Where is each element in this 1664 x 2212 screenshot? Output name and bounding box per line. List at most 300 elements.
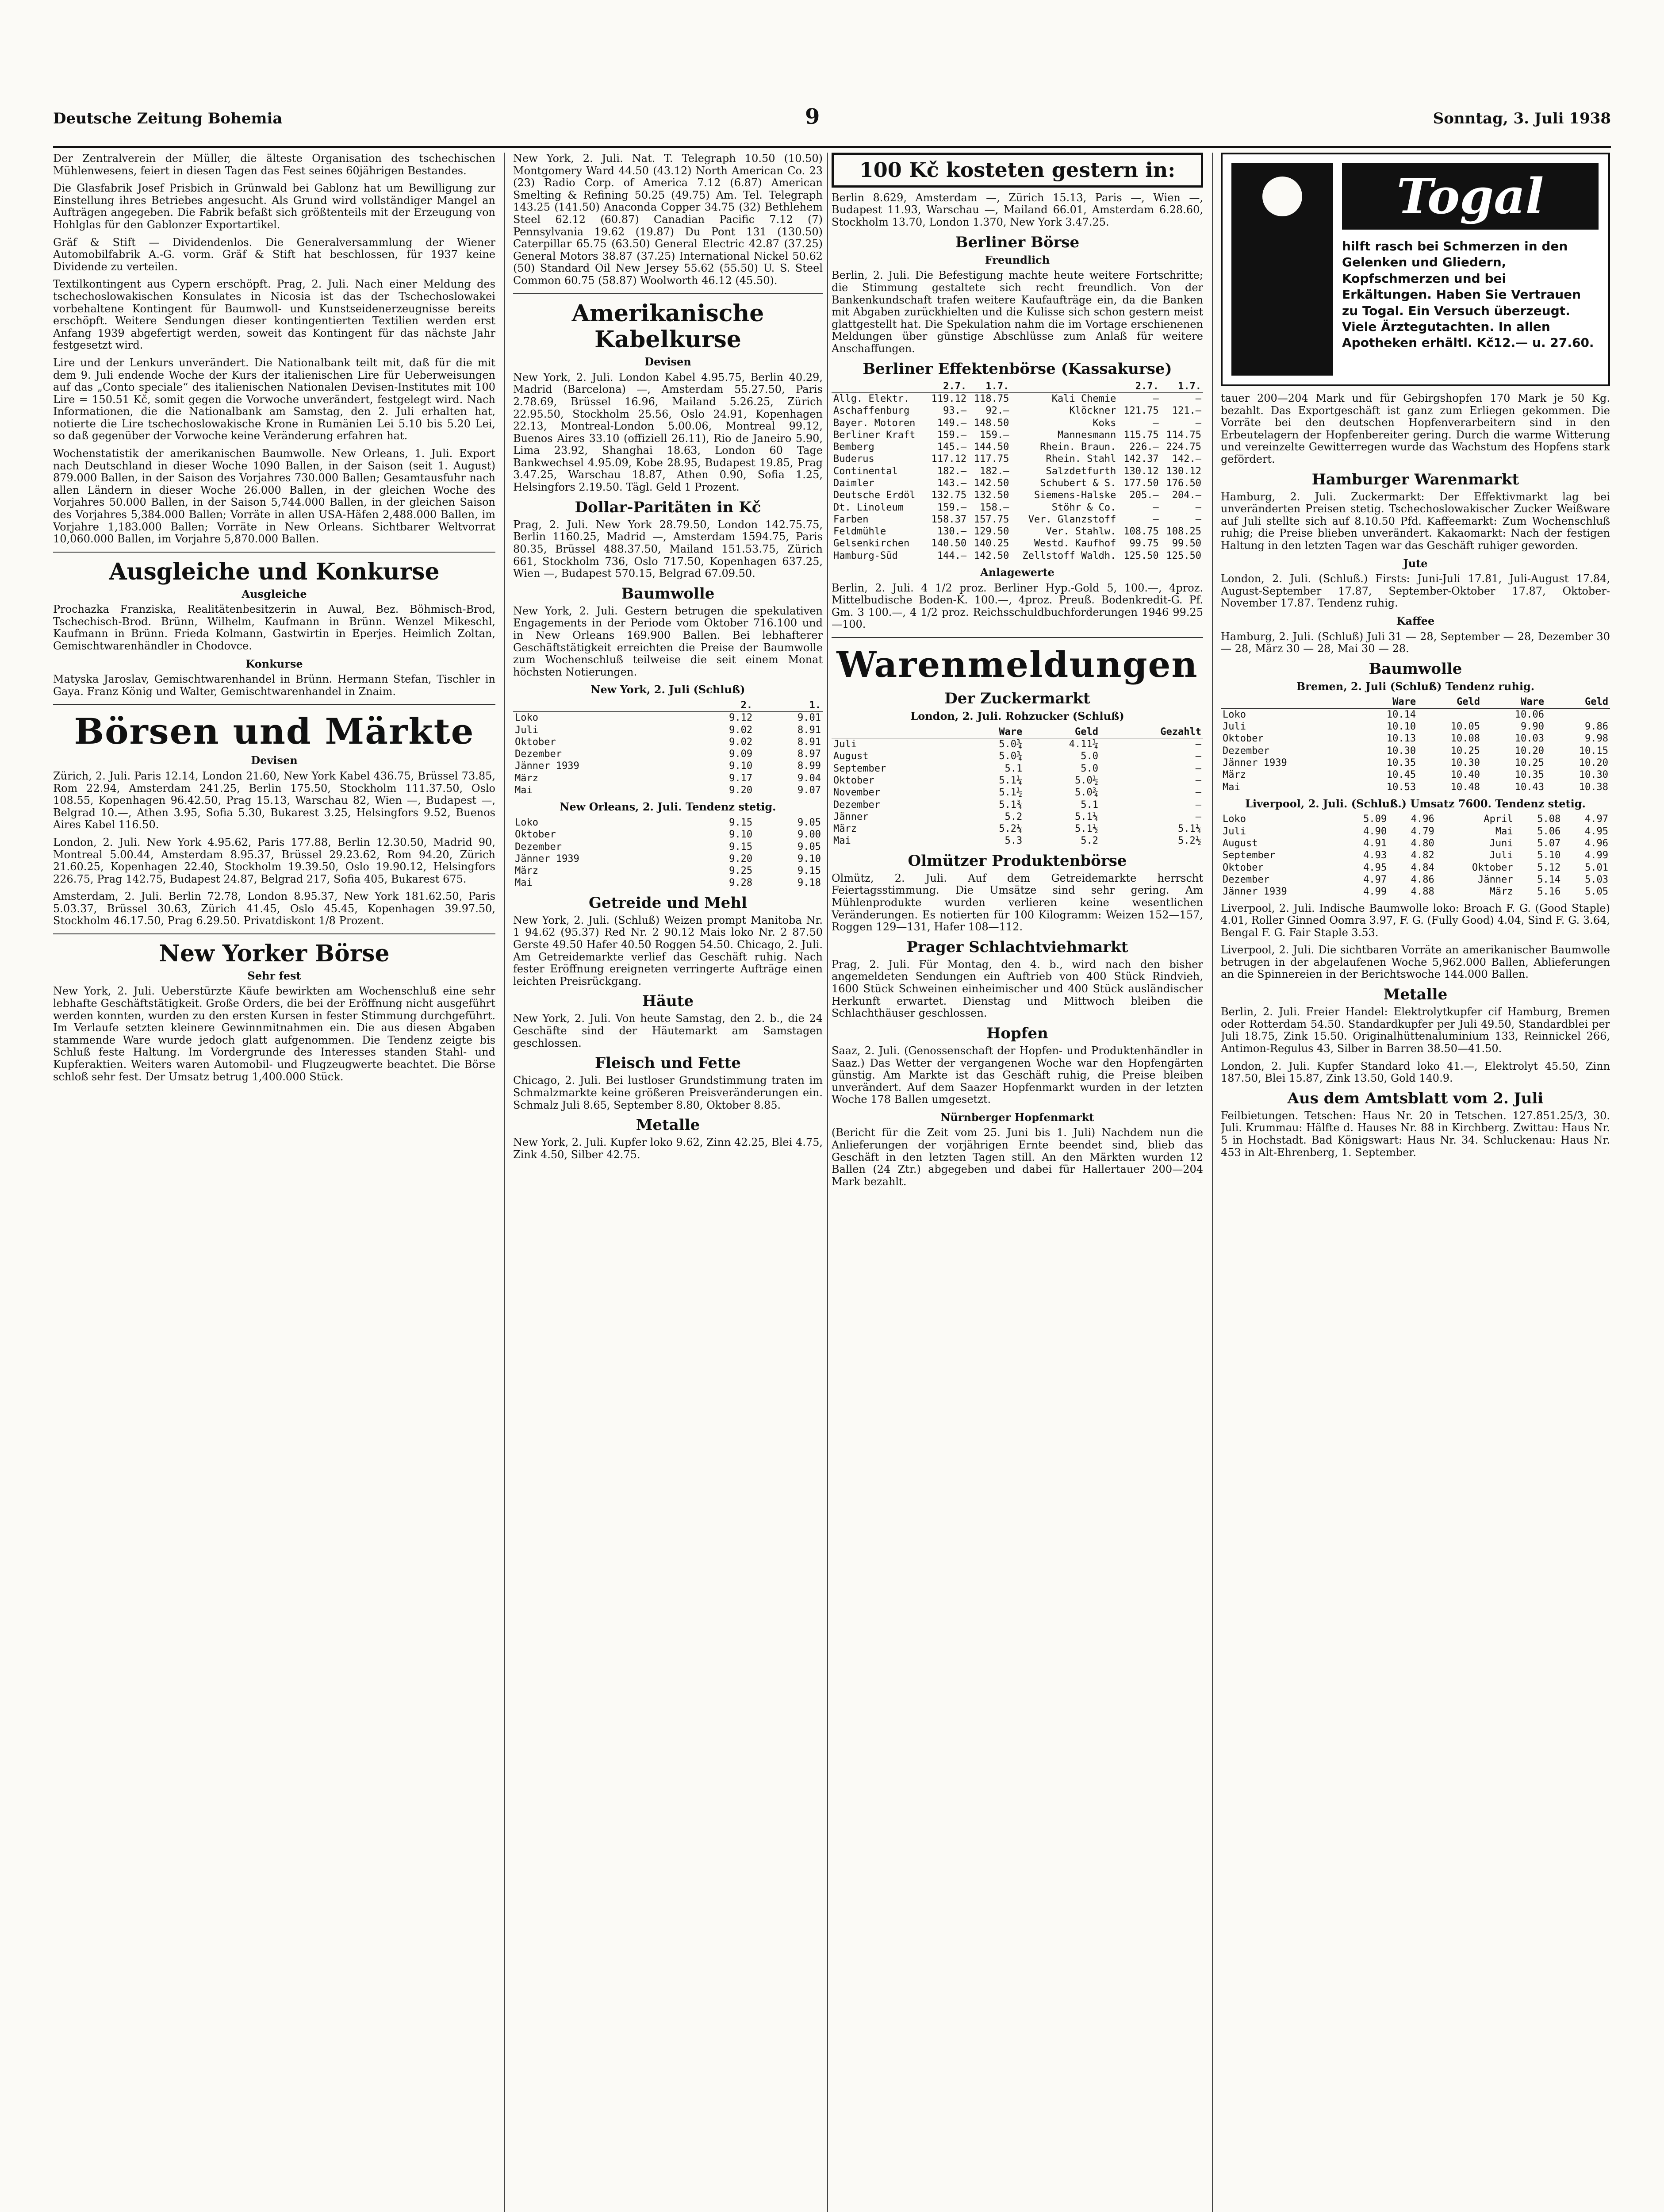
article-paragraph: New York, 2. Juli. Von heute Samstag, den 2. b., die 24 Geschäfte sind der Häutemarkt am Samstagen geschlossen. [513, 1012, 823, 1049]
table-cell: Siemens-Halske [1034, 490, 1116, 501]
table-cell: Schubert & S. [1040, 477, 1116, 489]
section-heading: Metalle [636, 1116, 700, 1134]
section-subheading: Jute [1403, 557, 1428, 570]
article-paragraph: Die Glasfabrik Josef Prisbich in Grünwald bei Gablonz hat um Bewilligung zur Einstellung ihres Betriebes angesucht. Als Grund wird vollständiger Mangel an Aufträgen angegeben. Die Fabrik befaßt sich größtenteils mit der Erzeugung von Hohlglas für den Gablonzer Exportartikel. [53, 182, 495, 231]
table-row [832, 835, 1203, 847]
sugar-table [832, 726, 1203, 847]
table-cell: 9.00 [797, 829, 821, 841]
table-row [832, 405, 1203, 417]
table-cell: 9.05 [797, 841, 821, 853]
table-cell: März [833, 823, 857, 835]
article-paragraph: London, 2. Juli. (Schluß.) Firsts: Juni-Juli 17.81, Juli-August 17.84, August-September 17.87, September-Oktober 17.87, Oktober-November 17.87. Tendenz ruhig. [1221, 572, 1610, 610]
table-row [832, 392, 1203, 405]
table-cell: Oktober [833, 775, 874, 786]
table-cell: 5.0¾ [999, 751, 1023, 762]
table-cell: 4.11¼ [1069, 739, 1098, 750]
table-cell: März [515, 865, 538, 877]
issue-date: Sonntag, 3. Juli 1938 [1433, 110, 1611, 127]
table-cell: 117.75 [974, 453, 1009, 465]
table-cell: 9.90 [1521, 721, 1544, 733]
table-row [513, 724, 823, 736]
table-cell: März [1223, 769, 1246, 781]
table-row [832, 441, 1203, 453]
section-subheading: Anlagewerte [980, 566, 1054, 579]
table-cell: 5.10 [1537, 850, 1561, 861]
table-row [513, 829, 823, 841]
table-cell: Jänner 1939 [1223, 757, 1287, 768]
table-cell: 108.25 [1166, 526, 1201, 538]
table-cell: September [833, 763, 886, 774]
article-paragraph: Saaz, 2. Juli. (Genossenschaft der Hopfen- und Produktenhändler in Saaz.) Das Wetter der vergangenen Woche war den Hopfengärten günstig. Am Markte ist das Geschäft ruhig, die Preise bleiben unverändert. Auf dem Saazer Hopfenmarkt wurden in der letzten Woche 178 Ballen umgesetzt. [832, 1044, 1203, 1106]
column-divider [827, 153, 828, 2212]
table-cell: 9.20 [729, 785, 753, 796]
table-row [832, 738, 1203, 751]
table-row [832, 477, 1203, 489]
table-header-cell: Ware [1482, 696, 1546, 708]
section-heading: Getreide und Mehl [588, 894, 748, 912]
table-cell: — [1153, 502, 1159, 513]
table-row [1221, 813, 1610, 825]
table-row [832, 417, 1203, 429]
section-subheading: Devisen [251, 754, 298, 767]
table-cell: Farben [833, 514, 869, 525]
table-row [1221, 733, 1610, 745]
table-row [1221, 708, 1610, 721]
table-cell: Juli [833, 739, 857, 750]
section-heading-large: Warenmeldungen [836, 644, 1198, 686]
table-cell: Salzdetfurth [1046, 465, 1116, 477]
table-cell: 10.15 [1579, 745, 1608, 757]
table-cell: März [1489, 886, 1513, 898]
article-paragraph: New York, 2. Juli. Kupfer loko 9.62, Zinn 42.25, Blei 4.75, Zink 4.50, Silber 42.75. [513, 1136, 823, 1161]
table-title: New York, 2. Juli (Schluß) [590, 683, 745, 696]
table-cell: Oktober [515, 736, 556, 748]
table-cell: 10.53 [1386, 781, 1416, 793]
table-row [832, 465, 1203, 477]
section-separator [53, 552, 495, 553]
table-row [832, 799, 1203, 811]
table-title: London, 2. Juli. Rohzucker (Schluß) [910, 710, 1124, 723]
table-cell: 4.82 [1411, 850, 1434, 861]
table-row [832, 750, 1203, 762]
table-cell: Berliner Kraft [833, 429, 916, 441]
table-cell: 159.— [937, 502, 967, 513]
table-row [1221, 721, 1610, 733]
table-cell: 4.95 [1363, 862, 1387, 873]
table-cell: 144.50 [974, 442, 1009, 453]
table-cell: Feldmühle [833, 526, 886, 538]
table-row [832, 811, 1203, 823]
table-cell: Oktober [515, 829, 556, 841]
section-heading: Dollar-Paritäten in Kč [575, 498, 761, 516]
table-cell: 4.86 [1411, 874, 1434, 885]
table-cell: Dezember [1223, 745, 1269, 757]
table-cell: 4.96 [1585, 838, 1608, 849]
table-cell: 99.50 [1172, 538, 1201, 549]
table-header-row [832, 726, 1203, 738]
article-paragraph: New York, 2. Juli. London Kabel 4.95.75, Berlin 40.29, Madrid (Barcelona) —, Amsterdam 55.27.50, Paris 2.78.69, Brüssel 16.96, Mailand 5.26.25, Zürich 22.95.50, Stockholm 25.56, Oslo 24.91, Kopenhagen 22.13, Montreal-London 5.00.06, Montreal 99.12, Buenos Aires 33.10 (offiziell 26.11), Rio de Janeiro 5.90, Lima 23.92, Shanghai 18.63, London 60 Tage Bankwechsel 4.95.09, Kobe 28.95, Budapest 19.85, Prag 3.47.25, Warschau 18.87, Athen 0.90, Sofia 1.25, Helsingfors 2.19.50. Tägl. Geld 1 Prozent. [513, 371, 823, 494]
table-cell: 4.96 [1411, 814, 1434, 825]
stock-table [832, 380, 1203, 562]
article-paragraph: Hamburg, 2. Juli. Zuckermarkt: Der Effektivmarkt lag bei unveränderten Preisen stetig. Tschechoslowakischer Zucker Weißware auf Juli stellte sich auf 8.10.50 Pfd. Kaffeemarkt: Zum Wochenschluß ruhig; die Preise blieben unverändert. Kakaomarkt: Nach der festigen Haltung in den letzten Tagen war das Geschäft ruhiger geworden. [1221, 490, 1610, 552]
table-cell: 10.38 [1579, 781, 1608, 793]
table-cell: 5.2 [1005, 811, 1023, 822]
section-separator [53, 933, 495, 934]
table-row [832, 538, 1203, 549]
table-cell: 224.75 [1166, 442, 1201, 453]
section-heading: Der Zuckermarkt [944, 690, 1090, 708]
section-subheading: Freundlich [985, 253, 1050, 266]
table-cell: 4.88 [1411, 886, 1434, 898]
table-cell: — [1195, 763, 1201, 774]
table-cell: 9.07 [797, 785, 821, 796]
table-row [1221, 837, 1610, 849]
table-cell: 9.17 [729, 772, 753, 784]
togal-advertisement [1221, 153, 1610, 386]
table-cell: Ver. Glanzstoff [1028, 514, 1116, 525]
section-subheading: Sehr fest [247, 969, 301, 982]
article-paragraph: tauer 200—204 Mark und für Gebirgshopfen 170 Mark je 50 Kg. bezahlt. Das Exportgeschäft ist ganz zum Erliegen gekommen. Die Vorräte bei den deutschen Hopfenverarbeitern sind in den Erbeutelagern der Hopfenbereiter gering. Durch die warme Witterung und vereinzelte Gewitterregen wurde das Wachstum des Hopfens stark gefördert. [1221, 392, 1610, 465]
section-heading: Amerikanische Kabelkurse [571, 300, 764, 353]
table-cell: 121.— [1172, 405, 1201, 417]
cotton-table [513, 817, 823, 889]
table-cell: 4.90 [1363, 826, 1387, 837]
table-cell: 5.1½ [999, 787, 1023, 799]
table-cell: Mai [515, 877, 533, 889]
table-cell: Hamburg-Süd [833, 550, 898, 561]
article-paragraph: Berlin, 2. Juli. Die Befestigung machte heute weitere Fortschritte; die Stimmung gestaltete sich recht freundlich. Von der Bankenkundschaft trafen weitere Kaufaufträge ein, da die Banken mit Abgaben zurückhielten und die Kulisse sich schon gestern meist glattgestellt hat. Die Spekulation nahm die im Vortage erschienenen Meldungen über günstige Abschlüsse zum Anlaß für weitere Anschaffungen. [832, 269, 1203, 355]
table-cell: 5.05 [1585, 886, 1608, 898]
table-cell: 9.10 [797, 853, 821, 864]
table-row [513, 712, 823, 724]
table-header-row [832, 380, 1203, 393]
figure-illustration-icon [1231, 163, 1333, 376]
table-cell: 9.10 [729, 760, 753, 772]
table-cell: Dezember [1223, 874, 1269, 885]
table-cell [1418, 708, 1482, 721]
article-paragraph: Chicago, 2. Juli. Bei lustloser Grundstimmung traten im Schmalzmarkte keine größeren Preisveränderungen ein. Schmalz Juli 8.65, September 8.80, Oktober 8.85. [513, 1074, 823, 1111]
table-cell: 9.09 [729, 749, 753, 760]
article-paragraph: Olmütz, 2. Juli. Auf dem Getreidemarkte herrscht Feiertagsstimmung. Die Umsätze sind sehr gering. Am Mühlenprodukte wurden verlieren keine wesentlichen Veränderungen. Es notierten für 100 Kilogramm: Weizen 152—157, Roggen 129—131, Hafer 108—112. [832, 872, 1203, 933]
table-cell: 130.12 [1166, 465, 1201, 477]
table-row [832, 502, 1203, 514]
table-cell: 9.02 [729, 724, 753, 736]
table-cell: 9.15 [729, 817, 753, 828]
table-cell: 10.13 [1386, 733, 1416, 745]
table-row [832, 775, 1203, 787]
table-cell: 5.12 [1537, 862, 1561, 873]
column-1 [53, 153, 495, 2212]
table-cell: 145.— [937, 442, 967, 453]
table-cell: 10.25 [1514, 757, 1544, 768]
table-cell: 10.43 [1514, 781, 1544, 793]
table-cell: — [1195, 514, 1201, 525]
table-cell: April [1484, 814, 1513, 825]
article-paragraph: Liverpool, 2. Juli. Indische Baumwolle loko: Broach F. G. (Good Staple) 4.01, Roller Ginned Oomra 3.97, F. G. (Fully Good) 4.04, Sind F. G. 3.64, Bengal F. G. Fair Staple 3.53. [1221, 902, 1610, 939]
table-cell: 130.12 [1123, 465, 1159, 477]
table-cell: Dezember [515, 749, 562, 760]
section-heading: Olmützer Produktenbörse [908, 852, 1127, 870]
table-row [1221, 826, 1610, 837]
table-cell: 5.03 [1585, 874, 1608, 885]
article-paragraph: Matyska Jaroslav, Gemischtwarenhandel in Brünn. Hermann Stefan, Tischler in Gaya. Franz König und Walter, Gemischtwarenhandel in Znaim. [53, 673, 495, 698]
table-header-row [513, 699, 823, 712]
table-cell: 182.— [980, 465, 1009, 477]
section-heading: Prager Schlachtviehmarkt [906, 938, 1128, 956]
table-cell: 148.50 [974, 417, 1009, 429]
table-cell: Jänner 1939 [1223, 886, 1287, 898]
table-cell: Deutsche Erdöl [833, 490, 916, 501]
table-title: New Orleans, 2. Juli. Tendenz stetig. [560, 800, 776, 814]
table-cell: Loko [515, 817, 538, 828]
article-paragraph: Wochenstatistik der amerikanischen Baumwolle. New Orleans, 1. Juli. Export nach Deutschland in dieser Woche 1090 Ballen, in der Saison (seit 1. August) 879.000 Ballen, in der Saison des Vorjahres 730.000 Ballen; Gesamtausfuhr nach allen Ländern in dieser Woche 26.000 Ballen, in der gleichen Woche des Vorjahres 50.000 Ballen, in der Saison 5,744.000 Ballen, in der gleichen Saison des Vorjahres 5,384.000 Ballen; Vorräte in allen USA-Häfen 2,488.000 Ballen, im Vorjahre 1,183.000 Ballen; Vorräte in New Orleans. Sichtbarer Weltvorrat 10,060.000 Ballen, im Vorjahre 5,870.000 Ballen. [53, 447, 495, 545]
table-cell: 9.86 [1585, 721, 1608, 733]
table-cell: 8.99 [797, 760, 821, 772]
section-subheading: Konkurse [245, 657, 303, 670]
exchange-box-title: 100 Kč kosteten gestern in: [832, 153, 1203, 188]
table-cell: 117.12 [931, 453, 967, 465]
column-3 [832, 153, 1203, 2212]
table-cell: 4.93 [1363, 850, 1387, 861]
cotton-table [513, 699, 823, 796]
table-cell: Kali Chemie [1051, 393, 1116, 404]
article-paragraph: Hamburg, 2. Juli. (Schluß) Juli 31 — 28, September — 28, Dezember 30 — 28, März 30 — 28, Mai 30 — 28. [1221, 630, 1610, 655]
table-cell: 9.15 [797, 865, 821, 877]
article-paragraph: New York, 2. Juli. Ueberstürzte Käufe bewirkten am Wochenschluß eine sehr lebhafte Geschäftstätigkeit. Große Orders, die bei der Eröffnung nicht ausgeführt werden konnten, wurden zu den ersten Kursen in fester Stimmung durchgeführt. Im Verlaufe setzten kleinere Gewinnmitnahmen ein. Die aus diesen Abgaben stammende Ware wurde jedoch glatt aufgenommen. Die Tendenz zeigte bis Schluß feste Haltung. Im Vordergrunde des Interesses standen Stahl- und Kupferaktien. Weiters waren Automobil- und Flugzeugwerte beachtet. Die Börse schloß sehr fest. Der Umsatz betrug 1,400.000 Stück. [53, 985, 495, 1083]
table-cell: März [515, 772, 538, 784]
table-header-cell: 2.7. [926, 380, 968, 393]
article-paragraph: Prag, 2. Juli. New York 28.79.50, London 142.75.75, Berlin 1160.25, Madrid —, Amsterdam 1594.75, Paris 80.35, Brüssel 488.37.50, Mailand 151.53.75, Zürich 661, Stockholm 736, Oslo 717.50, Kopenhagen 637.25, Wien —, Budapest 570.15, Belgrad 67.09.50. [513, 518, 823, 580]
section-heading: Aus dem Amtsblatt vom 2. Juli [1287, 1089, 1544, 1107]
table-cell: Gelsenkirchen [833, 538, 910, 549]
table-cell: 5.08 [1537, 814, 1561, 825]
table-cell: 5.09 [1363, 814, 1387, 825]
table-row [832, 823, 1203, 835]
table-cell: 10.14 [1386, 709, 1416, 720]
page-number: 9 [805, 104, 820, 129]
table-cell: 4.95 [1585, 826, 1608, 837]
togal-logo: Togal [1342, 163, 1599, 230]
table-cell: 10.48 [1450, 781, 1480, 793]
table-row [513, 760, 823, 772]
table-cell: 10.30 [1386, 745, 1416, 757]
table-cell: 5.1¼ [999, 775, 1023, 786]
table-cell: 125.50 [1123, 550, 1159, 561]
article-paragraph: Berlin, 2. Juli. 4 1/2 proz. Berliner Hyp.-Gold 5, 100.—, 4proz. Mittelbudische Boden-K. 100.—, 4proz. Preuß. Bodenkredit-G. Pf. Gm. 3 100.—, 4 1/2 proz. Reichsschuldbuchforderungen 1946 99.25—100. [832, 581, 1203, 631]
table-header-cell: Ware [1353, 696, 1418, 708]
section-heading: Häute [642, 992, 694, 1010]
table-cell: 8.91 [797, 736, 821, 748]
table-cell: 226.— [1129, 442, 1159, 453]
section-heading: Berliner Börse [955, 233, 1080, 251]
section-heading: Berliner Effektenbörse (Kassakurse) [863, 360, 1172, 378]
page-header [53, 104, 1611, 135]
table-cell: 10.35 [1514, 769, 1544, 781]
table-cell: — [1195, 811, 1201, 822]
article-paragraph: Der Zentralverein der Müller, die älteste Organisation des tschechischen Mühlenwesens, feiert in diesen Tagen das Fest seines 60jährigen Bestandes. [53, 153, 495, 177]
table-cell: Bemberg [833, 442, 874, 453]
table-cell: — [1153, 417, 1159, 429]
table-cell: 121.75 [1123, 405, 1159, 417]
table-cell: 10.05 [1450, 721, 1480, 733]
table-row [1221, 886, 1610, 898]
table-row [513, 865, 823, 877]
table-cell: 5.1½ [1075, 823, 1098, 835]
table-cell: Westd. Kaufhof [1034, 538, 1116, 549]
section-subheading: Devisen [644, 355, 691, 369]
table-cell: — [1195, 417, 1201, 429]
table-cell: 93.— [943, 405, 967, 417]
table-cell: 204.— [1172, 490, 1201, 501]
table-cell: 108.75 [1123, 526, 1159, 538]
table-cell: 99.75 [1129, 538, 1159, 549]
table-cell: 9.02 [729, 736, 753, 748]
table-cell: Jänner [833, 811, 869, 822]
table-cell: 140.25 [974, 538, 1009, 549]
article-paragraph: (Bericht für die Zeit vom 25. Juni bis 1. Juli) Nachdem nun die Anlieferungen der vorjährigen Ernte beendet sind, blieb das Geschäft in den letzten Tagen still. An den Märkten wurden 12 Ballen (24 Ztr.) abgegeben und dabei für Hallertauer 200—204 Mark bezahlt. [832, 1126, 1203, 1188]
table-cell: 5.16 [1537, 886, 1561, 898]
cotton-table [1221, 813, 1610, 898]
table-row [832, 550, 1203, 562]
table-row [832, 787, 1203, 799]
table-cell: 142.50 [974, 550, 1009, 561]
table-cell: 9.04 [797, 772, 821, 784]
article-paragraph: Prag, 2. Juli. Für Montag, den 4. b., wird nach den bisher angemeldeten Sendungen ein Auftrieb von 400 Stück Rindvieh, 1600 Stück Schweinen einheimischer und 400 Stück ausländischer Herkunft erwartet. Dienstag und Mittwoch bleiben die Schlachthäuser geschlossen. [832, 958, 1203, 1020]
table-cell: 143.— [937, 477, 967, 489]
table-row [832, 526, 1203, 538]
table-cell: Klöckner [1069, 405, 1116, 417]
section-heading: Baumwolle [621, 584, 715, 603]
table-cell: September [1223, 850, 1276, 861]
advertisement-text: hilft rasch bei Schmerzen in den Gelenken und Gliedern, Kopfschmerzen und bei Erkältungen. Haben Sie Vertrauen zu Togal. Ein Versuch überzeugt. Viele Ärztegutachten. In allen Apotheken erhältl. Kč12.— u. 27.60. [1342, 239, 1594, 350]
table-cell: 132.50 [974, 490, 1009, 501]
table-cell: Mai [1495, 826, 1513, 837]
table-cell: 9.10 [729, 829, 753, 841]
table-cell: Buderus [833, 453, 874, 465]
table-cell: 4.99 [1363, 886, 1387, 898]
section-heading: Hamburger Warenmarkt [1311, 470, 1519, 488]
table-row [513, 853, 823, 865]
section-heading: Ausgleiche und Konkurse [109, 558, 440, 585]
table-cell: 9.25 [729, 865, 753, 877]
table-row [513, 748, 823, 760]
table-cell: 142.— [1172, 453, 1201, 465]
table-cell: 4.97 [1363, 874, 1387, 885]
table-cell: Loko [1223, 814, 1246, 825]
table-cell: Dezember [833, 799, 880, 810]
article-paragraph: Zürich, 2. Juli. Paris 12.14, London 21.60, New York Kabel 436.75, Brüssel 73.85, Rom 22.94, Amsterdam 241.25, Berlin 175.50, Stockholm 111.37.50, Oslo 108.55, Kopenhagen 96.42.50, Prag 15.13, Warschau 82, Wien —, Budapest —, Belgrad 10.—, Athen 3.95, Sofia 5.30, Bukarest 3.25, Helsingfors 9.52, Buenos Aires Kabel 116.50. [53, 769, 495, 831]
table-row [1221, 874, 1610, 886]
table-cell: — [1195, 799, 1201, 810]
table-cell: 5.3 [1005, 835, 1023, 847]
column-divider [1212, 153, 1213, 2212]
section-separator [513, 293, 823, 294]
table-header-cell [832, 726, 962, 738]
table-cell: Daimler [833, 477, 874, 489]
table-header-cell: 1. [754, 699, 823, 712]
table-title: Liverpool, 2. Juli. (Schluß.) Umsatz 7600. Tendenz stetig. [1245, 797, 1586, 810]
table-cell: 10.30 [1579, 769, 1608, 781]
table-cell: Juli [1223, 721, 1246, 733]
table-cell: 10.25 [1450, 745, 1480, 757]
table-header-cell: Gezahlt [1100, 726, 1203, 738]
table-cell: 159.— [937, 429, 967, 441]
table-cell: 9.15 [729, 841, 753, 853]
table-cell: Juli [1223, 826, 1246, 837]
table-cell: 118.75 [974, 393, 1009, 404]
section-subheading: Ausgleiche [242, 587, 307, 600]
table-cell: 130.— [937, 526, 967, 538]
table-cell: 157.75 [974, 514, 1009, 525]
table-header-cell: Geld [1024, 726, 1100, 738]
table-cell: Continental [833, 465, 898, 477]
table-cell: 5.0½ [1075, 775, 1098, 786]
table-cell: 10.08 [1450, 733, 1480, 745]
table-cell: — [1195, 393, 1201, 404]
table-cell: Rhein. Stahl [1046, 453, 1116, 465]
newspaper-title: Deutsche Zeitung Bohemia [53, 110, 283, 127]
table-cell: 5.1¼ [1178, 823, 1201, 835]
section-heading: Baumwolle [1369, 660, 1462, 678]
table-row [513, 784, 823, 796]
table-cell: 5.01 [1585, 862, 1608, 873]
table-cell: Bayer. Motoren [833, 417, 916, 429]
table-cell: 8.91 [797, 724, 821, 736]
table-row [1221, 757, 1610, 769]
table-row [832, 763, 1203, 775]
article-paragraph: London, 2. Juli. Kupfer Standard loko 41.—, Elektrolyt 45.50, Zinn 187.50, Blei 15.87, Zink 13.50, Gold 140.9. [1221, 1060, 1610, 1085]
table-cell: 5.1 [1005, 763, 1023, 774]
table-cell: Jänner 1939 [515, 853, 579, 864]
table-cell: 5.0¾ [999, 739, 1023, 750]
table-header-cell: Ware [962, 726, 1024, 738]
table-cell: — [1195, 751, 1201, 762]
table-cell: 5.14 [1537, 874, 1561, 885]
table-cell: 132.75 [931, 490, 967, 501]
table-cell: 5.07 [1537, 838, 1561, 849]
article-paragraph: Berlin, 2. Juli. Freier Handel: Elektrolytkupfer cif Hamburg, Bremen oder Rotterdam 54.50. Standardkupfer per Juli 49.50, Standardblei per Juli 18.75, Zink 15.50. Originalhüttenaluminium 133, Reinnickel 266, Antimon-Regulus 43, Silber in Barren 38.50—41.50. [1221, 1006, 1610, 1055]
table-cell: 125.50 [1166, 550, 1201, 561]
table-row [1221, 769, 1610, 781]
table-cell: 9.01 [797, 712, 821, 724]
table-cell: 4.97 [1585, 814, 1608, 825]
table-cell: — [1195, 775, 1201, 786]
table-cell: Juni [1489, 838, 1513, 849]
table-cell: 92.— [985, 405, 1009, 417]
article-paragraph: Prochazka Franziska, Realitätenbesitzerin in Auwal, Bez. Böhmisch-Brod, Tschechisch-Brod. Brünn, Wilhelm, Kaufmann in Brünn. Wenzel Mikeschl, Kaufmann in Brünn. Frieda Kolmann, Gastwirtin in Eperjes. Heimlich Zoltan, Gemischtwarenhändler in Chodovce. [53, 603, 495, 652]
section-heading: Metalle [1383, 986, 1448, 1004]
table-header-cell [1221, 696, 1353, 708]
table-cell: 5.1¼ [1075, 811, 1098, 822]
table-row [832, 429, 1203, 441]
article-paragraph: Liverpool, 2. Juli. Die sichtbaren Vorräte an amerikanischer Baumwolle betrugen in der abgelaufenen Woche 5,962.000 Ballen, Ablieferungen an die Spinnereien in der Berichtswoche 144.000 Ballen. [1221, 944, 1610, 981]
article-paragraph: New York, 2. Juli. (Schluß) Weizen prompt Manitoba Nr. 1 94.62 (95.37) Red Nr. 2 90.12 Mais loko Nr. 2 87.50 Gerste 49.50 Hafer 40.50 Roggen 54.50. Chicago, 2. Juli. Am Getreidemarkte verlief das Geschäft ruhig. Nach fester Eröffnung ereigneten verringerte Aufträge einen leichten Preisrückgang. [513, 914, 823, 987]
section-subheading: Kaffee [1396, 614, 1435, 627]
table-cell: Mai [833, 835, 851, 847]
table-header-cell: 2. [686, 699, 754, 712]
table-cell: 9.28 [729, 877, 753, 889]
table-cell: Ver. Stahlw. [1046, 526, 1116, 538]
table-row [832, 489, 1203, 501]
table-row [513, 817, 823, 829]
table-cell: 10.40 [1450, 769, 1480, 781]
table-cell: 142.50 [974, 477, 1009, 489]
table-cell: 176.50 [1166, 477, 1201, 489]
table-cell: 115.75 [1123, 429, 1159, 441]
section-heading: Hopfen [986, 1024, 1048, 1042]
table-cell: — [1153, 514, 1159, 525]
table-cell: 4.79 [1411, 826, 1434, 837]
